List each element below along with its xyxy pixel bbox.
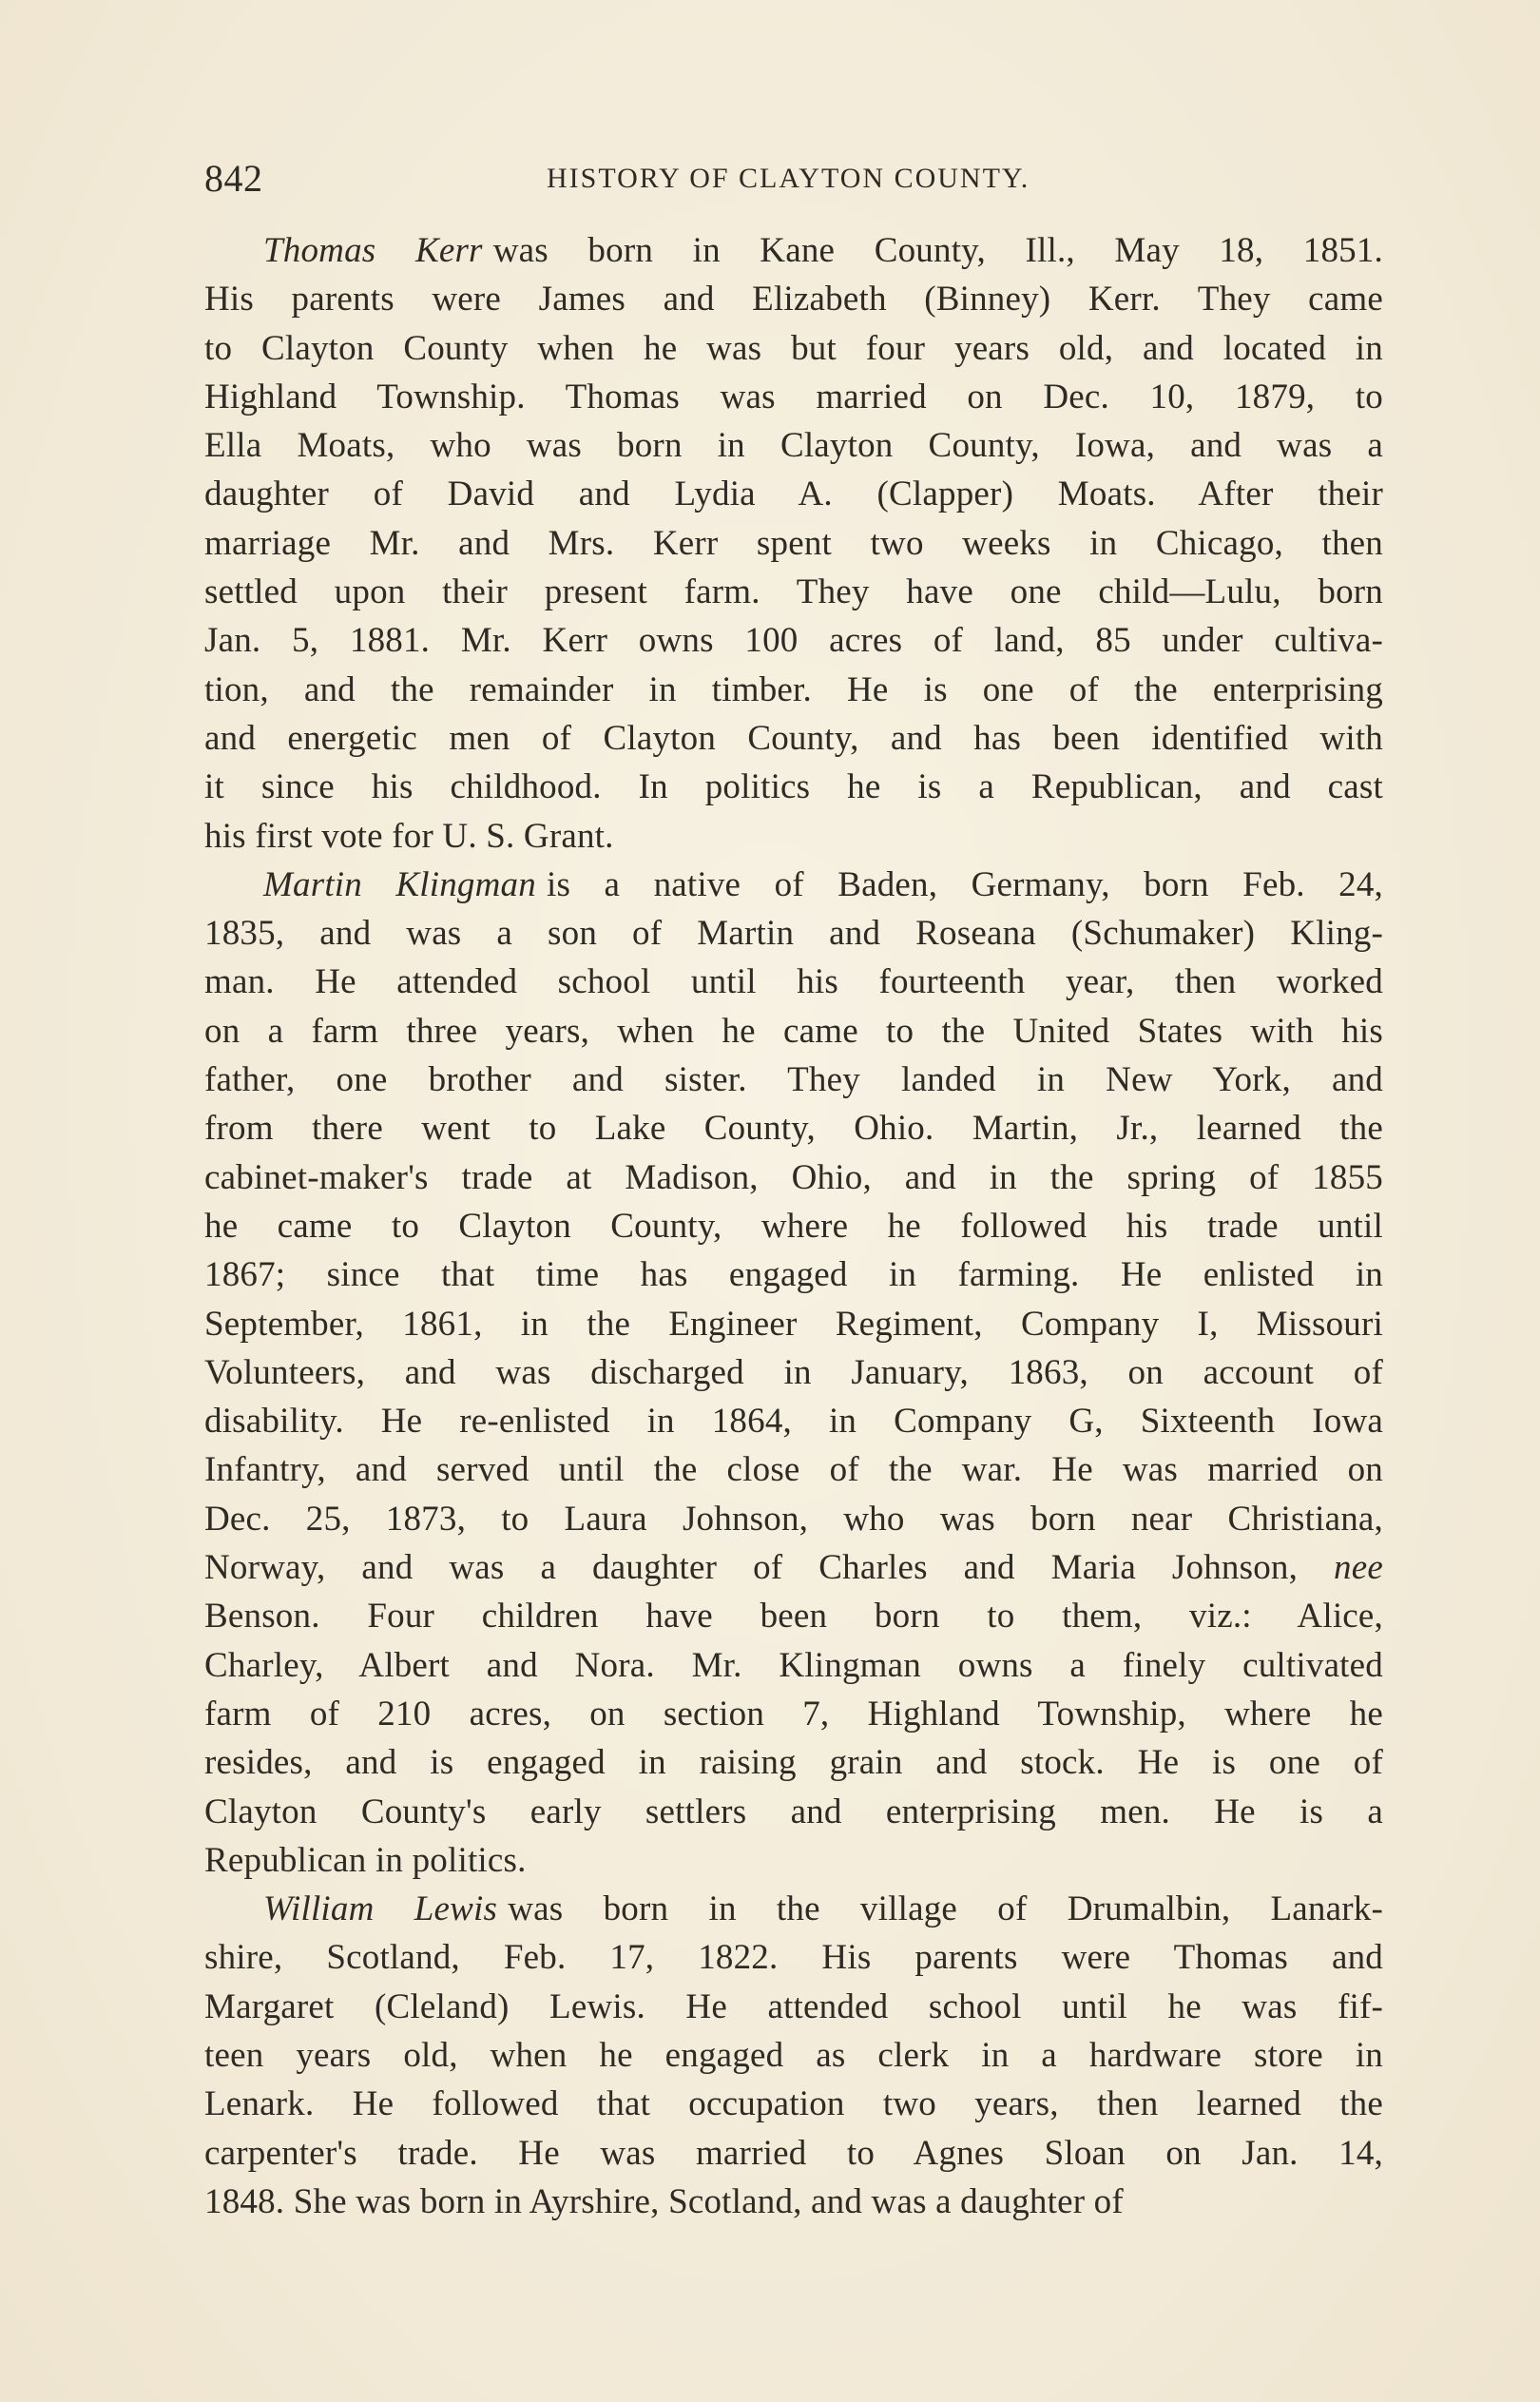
text-line: [204, 1983, 1383, 2031]
text-line: [204, 1495, 1383, 1543]
line-text: Clayton County's early settlers and enterprising men. He is a: [204, 1792, 1383, 1831]
text-line: [204, 1933, 1383, 1982]
text-line: [204, 861, 1383, 909]
line-text: Margaret (Cleland) Lewis. He attended school until he was fif-: [204, 1986, 1383, 2026]
text-line: [204, 1104, 1383, 1153]
text-line: [204, 519, 1383, 568]
line-text: settled upon their present farm. They have one child—Lulu, born: [204, 572, 1383, 612]
text-line: [204, 2031, 1383, 2080]
line-text: Charley, Albert and Nora. Mr. Klingman owns a finely cultivated: [204, 1645, 1383, 1685]
text-line: [204, 275, 1383, 323]
text-line: [204, 1397, 1383, 1445]
line-text: to Clayton County when he was but four years old, and located in: [204, 328, 1383, 368]
line-text: September, 1861, in the Engineer Regiment, Company I, Missouri: [204, 1304, 1383, 1344]
text-line: [204, 909, 1383, 958]
line-text: shire, Scotland, Feb. 17, 1822. His parents were Thomas and: [204, 1938, 1383, 1978]
line-text: 1848. She was born in Ayrshire, Scotland, and was a daughter of: [204, 2181, 1124, 2221]
text-line: [204, 616, 1383, 665]
line-text: his first vote for U. S. Grant.: [204, 816, 614, 856]
text-line: [204, 470, 1383, 518]
biography-subject-name: Thomas Kerr: [263, 231, 483, 270]
text-line: [204, 1885, 1383, 1933]
line-text: Infantry, and served until the close of the war. He was married on: [204, 1450, 1383, 1490]
line-text: he came to Clayton County, where he followed his trade until: [204, 1206, 1383, 1246]
line-text: resides, and is engaged in raising grain and stock. He is one of: [204, 1743, 1383, 1783]
text-line: [204, 763, 1383, 811]
line-text: Republican in politics.: [204, 1840, 527, 1880]
text-line: [204, 2129, 1383, 2178]
page-number: 842: [204, 157, 263, 200]
text-line: [204, 1592, 1383, 1640]
line-text: teen years old, when he engaged as clerk in a hardware store in: [204, 2035, 1383, 2075]
line-text: disability. He re-enlisted in 1864, in Company G, Sixteenth Iowa: [204, 1402, 1383, 1442]
line-text: Highland Township. Thomas was married on Dec. 10, 1879, to: [204, 377, 1383, 416]
page-header: [204, 150, 1383, 207]
text-line: [204, 1300, 1383, 1348]
text-line: [204, 1836, 1383, 1885]
line-text: carpenter's trade. He was married to Agnes Sloan on Jan. 14,: [204, 2133, 1383, 2173]
line-text: Dec. 25, 1873, to Laura Johnson, who was born near Christiana,: [204, 1499, 1383, 1539]
line-text: Volunteers, and was discharged in January, 1863, on account of: [204, 1352, 1383, 1392]
text-line: [204, 1250, 1383, 1299]
text-line: [204, 714, 1383, 763]
line-text: daughter of David and Lydia A. (Clapper) Moats. After their: [204, 475, 1383, 514]
biography-subject-name: Martin Klingman: [263, 864, 536, 904]
text-line: [204, 812, 1383, 861]
text-line: [204, 958, 1383, 1006]
text-line: [204, 1738, 1383, 1787]
body-text: [204, 226, 1383, 2226]
line-text: father, one brother and sister. They landed in New York, and: [204, 1060, 1383, 1100]
line-text: was born in the village of Drumalbin, Lanark-: [508, 1889, 1383, 1929]
line-text: farm of 210 acres, on section 7, Highland Township, where he: [204, 1694, 1383, 1734]
line-text: 1835, and was a son of Martin and Roseana (Schumaker) Kling-: [204, 914, 1383, 954]
text-line: [204, 1690, 1383, 1738]
text-line: [204, 421, 1383, 470]
text-line: [204, 1348, 1383, 1397]
text-line: [204, 666, 1383, 714]
biography-subject-name: William Lewis: [263, 1889, 498, 1929]
line-text: cabinet-maker's trade at Madison, Ohio, and in the spring of 1855: [204, 1157, 1383, 1197]
line-text: Lenark. He followed that occupation two years, then learned the: [204, 2084, 1383, 2124]
text-line: [204, 2080, 1383, 2128]
text-line: [204, 373, 1383, 421]
line-text: and energetic men of Clayton County, and has been identified with: [204, 718, 1383, 758]
line-text: His parents were James and Elizabeth (Binney) Kerr. They came: [204, 280, 1383, 320]
line-text: on a farm three years, when he came to the United States with his: [204, 1011, 1383, 1051]
text-line: [204, 1153, 1383, 1202]
text-line: [204, 226, 1383, 275]
line-text: Norway, and was a daughter of Charles and Maria Johnson,: [204, 1548, 1299, 1588]
line-text: is a native of Baden, Germany, born Feb. 24,: [547, 864, 1383, 904]
line-text: Jan. 5, 1881. Mr. Kerr owns 100 acres of land, 85 under cultiva-: [204, 621, 1383, 661]
text-line: [204, 1543, 1383, 1592]
line-text: man. He attended school until his fourteenth year, then worked: [204, 962, 1383, 1002]
text-line: [204, 568, 1383, 616]
line-text: it since his childhood. In politics he is a Republican, and cast: [204, 767, 1383, 807]
line-text: 1867; since that time has engaged in farming. He enlisted in: [204, 1255, 1383, 1295]
line-text: Ella Moats, who was born in Clayton County, Iowa, and was a: [204, 426, 1383, 466]
line-text: from there went to Lake County, Ohio. Martin, Jr., learned the: [204, 1109, 1383, 1149]
text-line: [204, 1007, 1383, 1056]
text-line: [204, 1445, 1383, 1494]
text-line: [204, 1056, 1383, 1104]
text-line: [204, 1202, 1383, 1250]
line-text: was born in Kane County, Ill., May 18, 1851.: [492, 231, 1383, 270]
text-line: [204, 1641, 1383, 1690]
text-line: [204, 1788, 1383, 1836]
line-text: marriage Mr. and Mrs. Kerr spent two weeks in Chicago, then: [204, 523, 1383, 563]
text-line: [204, 2178, 1383, 2226]
running-head: HISTORY OF CLAYTON COUNTY.: [547, 163, 1030, 194]
line-text: Benson. Four children have been born to them, viz.: Alice,: [204, 1597, 1383, 1637]
text-line: [204, 324, 1383, 373]
italic-word: nee: [1334, 1548, 1383, 1588]
line-text: tion, and the remainder in timber. He is one of the enterprising: [204, 669, 1383, 709]
